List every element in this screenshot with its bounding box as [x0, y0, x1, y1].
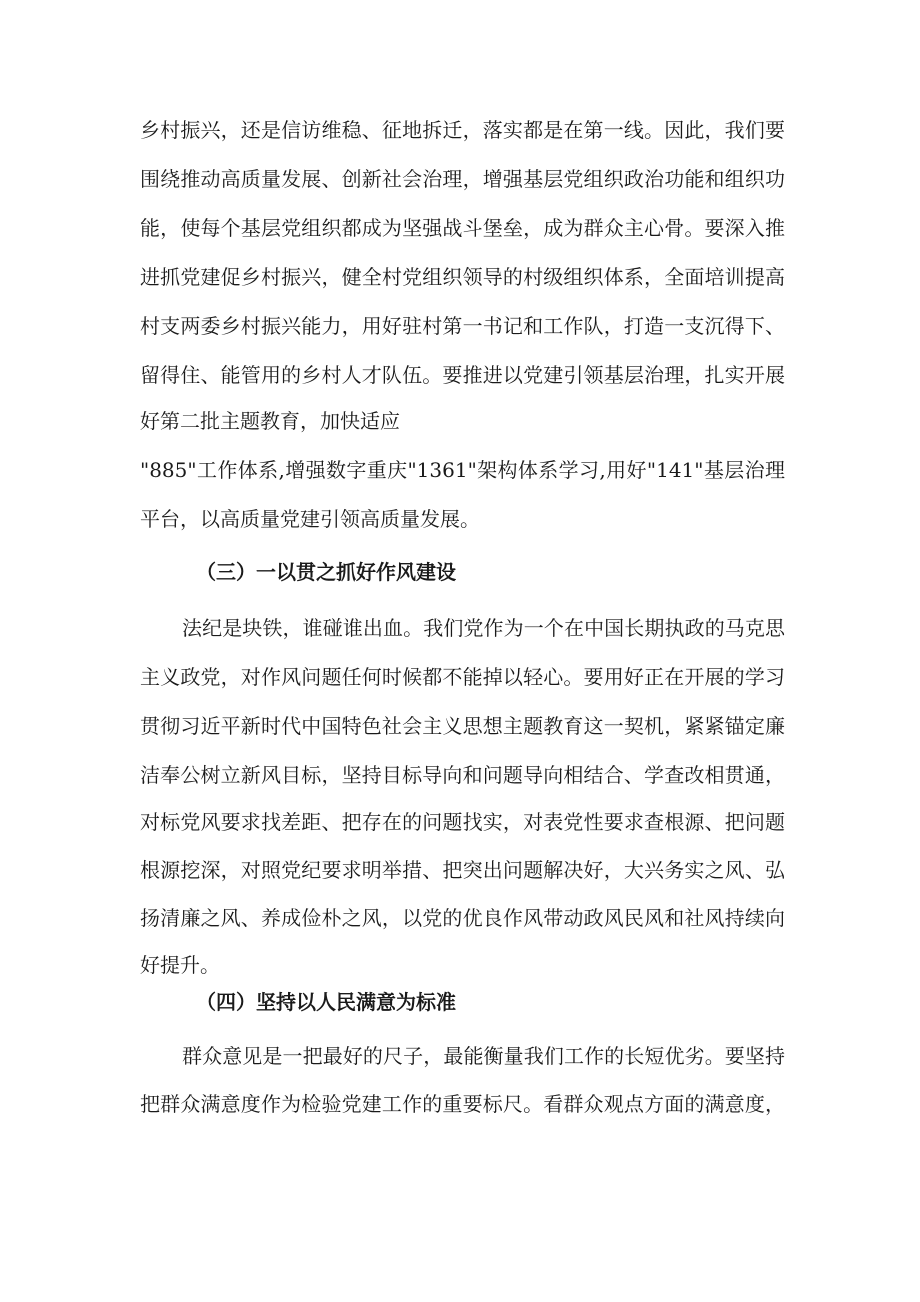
section-heading: （四）坚持以人民满意为标准 — [196, 990, 456, 1014]
paragraph-line: 扬清廉之风、养成俭朴之风，以党的优良作风带动政风民风和社风持续向 — [140, 906, 785, 930]
paragraph-line: 群众意见是一把最好的尺子，最能衡量我们工作的长短优劣。要坚持 — [182, 1044, 785, 1068]
paragraph-line: 好提升。 — [140, 953, 220, 977]
paragraph-line: 好第二批主题教育，加快适应 — [140, 409, 400, 433]
paragraph-line: 贯彻习近平新时代中国特色社会主义思想主题教育这一契机，紧紧锚定廉 — [140, 714, 785, 738]
paragraph-line: 平台，以高质量党建引领高质量发展。 — [140, 507, 480, 531]
paragraph-line: 主义政党，对作风问题任何时候都不能掉以轻心。要用好正在开展的学习 — [140, 665, 785, 689]
paragraph-line: 村支两委乡村振兴能力，用好驻村第一书记和工作队，打造一支沉得下、 — [140, 314, 785, 338]
paragraph-line: "885"工作体系,增强数字重庆"1361"架构体系学习,用好"141"基层治理 — [140, 458, 785, 482]
paragraph-line: 把群众满意度作为检验党建工作的重要标尺。看群众观点方面的满意度， — [140, 1092, 785, 1116]
paragraph-line: 乡村振兴，还是信访维稳、征地拆迁，落实都是在第一线。因此，我们要 — [140, 118, 785, 142]
paragraph-line: 进抓党建促乡村振兴，健全村党组织领导的村级组织体系，全面培训提高 — [140, 265, 785, 289]
paragraph-line: 洁奉公树立新风目标，坚持目标导向和问题导向相结合、学查改相贯通， — [140, 763, 785, 787]
paragraph-line: 能，使每个基层党组织都成为坚强战斗堡垒，成为群众主心骨。要深入推 — [140, 216, 785, 240]
paragraph-line: 对标党风要求找差距、把存在的问题找实，对表党性要求查根源、把问题 — [140, 810, 785, 834]
section-heading: （三）一以贯之抓好作风建设 — [196, 560, 456, 584]
paragraph-line: 留得住、能管用的乡村人才队伍。要推进以党建引领基层治理，扎实开展 — [140, 363, 785, 387]
paragraph-line: 法纪是块铁，谁碰谁出血。我们党作为一个在中国长期执政的马克思 — [182, 616, 785, 640]
paragraph-line: 围绕推动高质量发展、创新社会治理，增强基层党组织政治功能和组织功 — [140, 167, 785, 191]
paragraph-line: 根源挖深，对照党纪要求明举措、把突出问题解决好，大兴务实之风、弘 — [140, 858, 785, 882]
